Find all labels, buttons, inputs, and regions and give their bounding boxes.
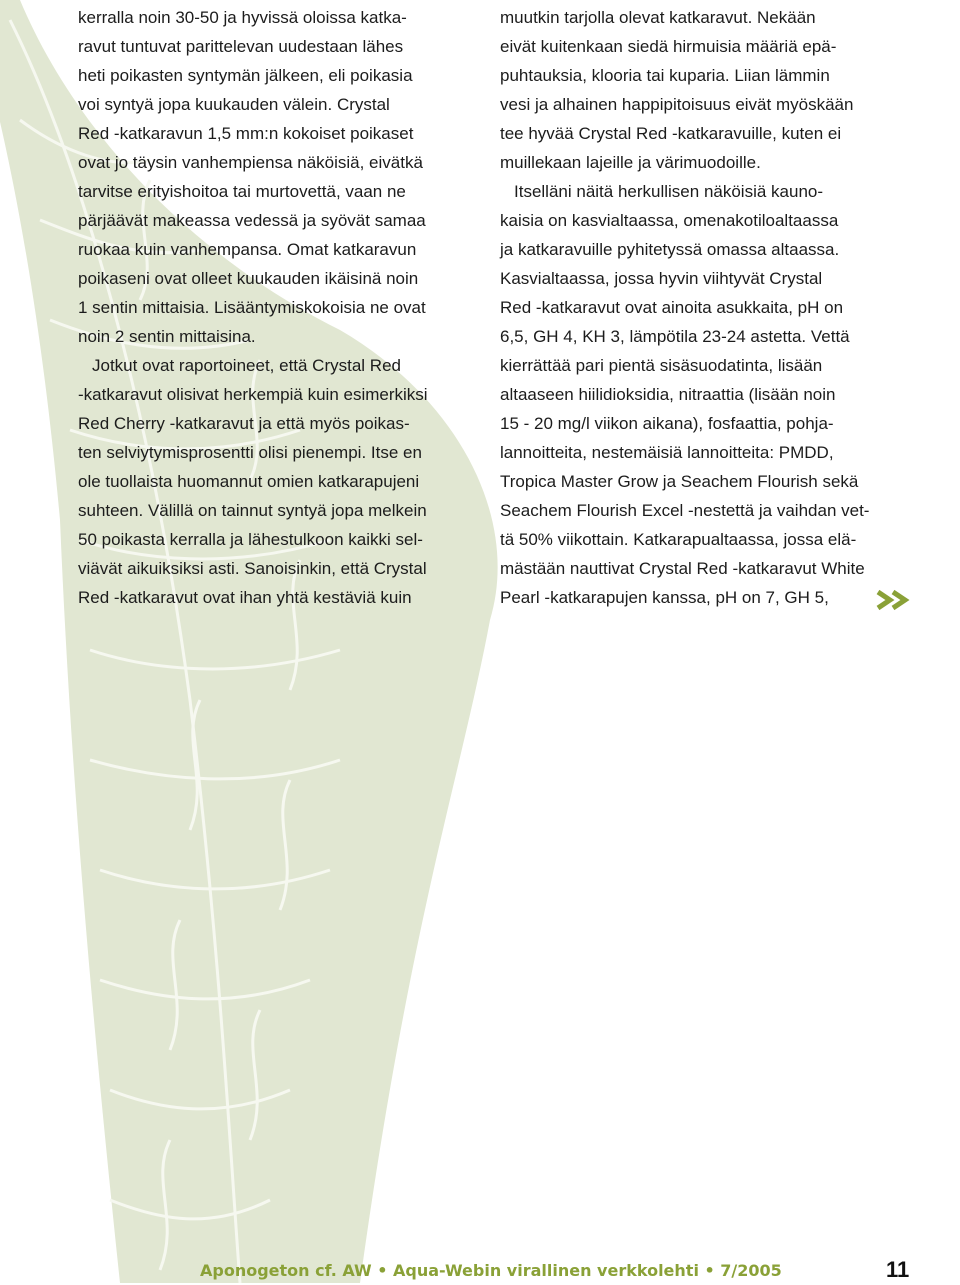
body-text-line: vesi ja alhainen happipitoisuus eivät myöskään [500, 95, 854, 114]
body-text-line: ruokaa kuin vanhempansa. Omat katkaravun [78, 240, 417, 259]
footer-text: Aponogeton cf. AW • Aqua-Webin virallinen verkkolehti • 7/2005 [200, 1261, 782, 1280]
body-text-line: tarvitse erityishoitoa tai murtovettä, vaan ne [78, 182, 406, 201]
body-text-line: voi syntyä jopa kuukauden välein. Crystal [78, 95, 390, 114]
body-text-line: ja katkaravuille pyhitetyssä omassa altaassa. [500, 240, 840, 259]
body-text-line: kierrättää pari pientä sisäsuodatinta, lisään [500, 356, 823, 375]
body-text-line: tee hyvää Crystal Red -katkaravuille, kuten ei [500, 124, 842, 143]
double-chevron-right-icon [876, 588, 912, 612]
body-text-line: 6,5, GH 4, KH 3, lämpötila 23-24 astetta. Vettä [500, 327, 850, 346]
body-text-line: ten selviytymisprosentti olisi pienempi. Itse en [78, 443, 422, 462]
body-text-line: suhteen. Välillä on tainnut syntyä jopa melkein [78, 501, 427, 520]
paragraph-start-line: Itselläni näitä herkullisen näköisiä kauno- [514, 182, 824, 201]
body-text-line: Red Cherry -katkaravut ja että myös poikas- [78, 414, 410, 433]
body-text-line: Red -katkaravut ovat ihan yhtä kestäviä kuin [78, 588, 412, 607]
body-text-line: Red -katkaravun 1,5 mm:n kokoiset poikaset [78, 124, 414, 143]
body-text-line: kaisia on kasvialtaassa, omenakotiloaltaassa [500, 211, 839, 230]
body-text-line: puhtauksia, klooria tai kuparia. Liian lämmin [500, 66, 830, 85]
body-text-line: pärjäävät makeassa vedessä ja syövät samaa [78, 211, 426, 230]
body-text-line: Seachem Flourish Excel -nestettä ja vaihdan vet- [500, 501, 870, 520]
body-text-line: Kasvialtaassa, jossa hyvin viihtyvät Crystal [500, 269, 823, 288]
body-text-line: ole tuollaista huomannut omien katkarapujeni [78, 472, 420, 491]
body-text-line: lannoitteita, nestemäisiä lannoitteita: PMDD, [500, 443, 834, 462]
body-text-line: 1 sentin mittaisia. Lisääntymiskokoisia ne ovat [78, 298, 426, 317]
body-text-line: Red -katkaravut ovat ainoita asukkaita, pH on [500, 298, 844, 317]
body-text-line: poikaseni ovat olleet kuukauden ikäisinä noin [78, 269, 419, 288]
body-text-line: muillekaan lajeille ja värimuodoille. [500, 153, 761, 172]
body-text-line: Tropica Master Grow ja Seachem Flourish sekä [500, 472, 859, 491]
paragraph-start-line: Jotkut ovat raportoineet, että Crystal Red [92, 356, 401, 375]
page-number: 11 [886, 1257, 910, 1282]
body-text-line: 15 - 20 mg/l viikon aikana), fosfaattia, pohja- [500, 414, 834, 433]
body-text-line: tä 50% viikottain. Katkarapualtaassa, jossa elä- [500, 530, 857, 549]
left-text-column [78, 3, 478, 612]
body-text-line: kerralla noin 30-50 ja hyvissä oloissa katka- [78, 8, 407, 27]
body-text-line: muutkin tarjolla olevat katkaravut. Nekään [500, 8, 816, 27]
body-text-line: viävät aikuiksiksi asti. Sanoisinkin, että Crystal [78, 559, 427, 578]
body-text-line: -katkaravut olisivat herkempiä kuin esimerkiksi [78, 385, 428, 404]
body-text-line: mästään nauttivat Crystal Red -katkaravut White [500, 559, 865, 578]
body-text-line: altaaseen hiilidioksidia, nitraattia (lisään noin [500, 385, 836, 404]
right-text-column [500, 3, 920, 612]
body-text-line: heti poikasten syntymän jälkeen, eli poikasia [78, 66, 413, 85]
body-text-line: 50 poikasta kerralla ja lähestulkoon kaikki sel- [78, 530, 423, 549]
body-text-line: eivät kuitenkaan siedä hirmuisia määriä epä- [500, 37, 837, 56]
body-text-line: Pearl -katkarapujen kanssa, pH on 7, GH 5, [500, 588, 829, 607]
body-text-line: ovat jo täysin vanhempiensa näköisiä, eivätkä [78, 153, 423, 172]
page-footer [200, 1259, 920, 1285]
body-text-line: noin 2 sentin mittaisina. [78, 327, 256, 346]
body-text-line: ravut tuntuvat parittelevan uudestaan lähes [78, 37, 404, 56]
